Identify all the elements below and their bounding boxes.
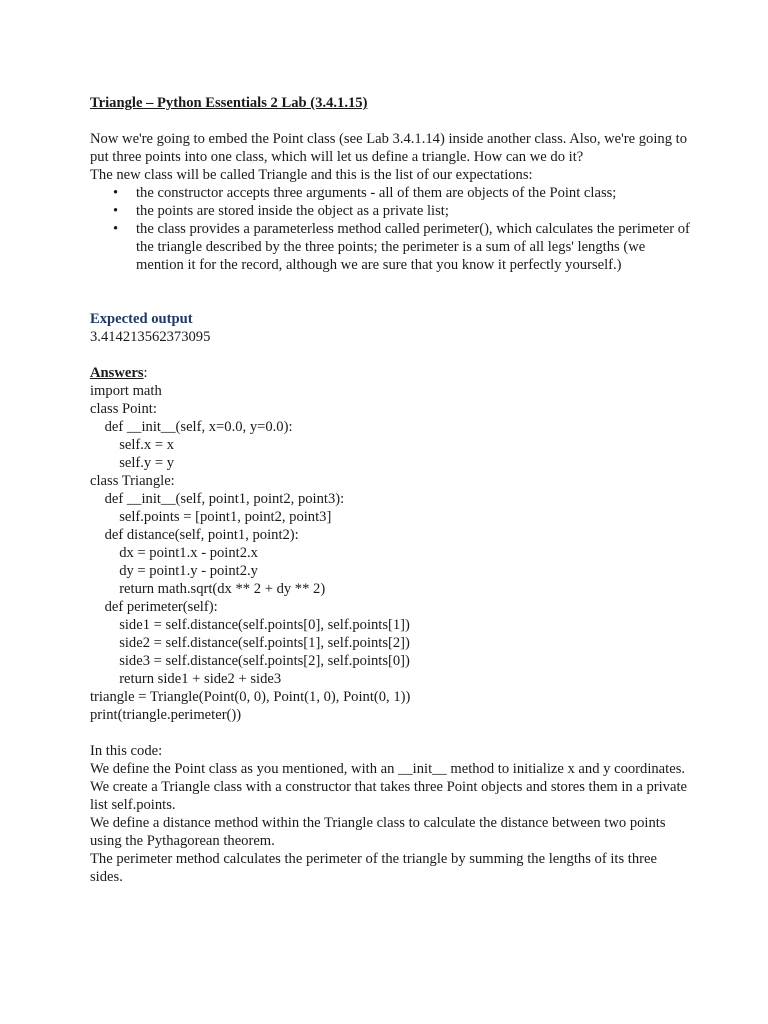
code-line: def distance(self, point1, point2): — [90, 527, 299, 543]
explanation-section — [90, 742, 690, 886]
code-line: dy = point1.y - point2.y — [90, 563, 258, 579]
expectation-item: • the constructor accepts three arguments - all of them are objects of the Point class; — [136, 184, 690, 202]
code-line: side2 = self.distance(self.points[1], self.points[2]) — [90, 635, 410, 651]
explanation-paragraph: In this code: — [90, 743, 163, 759]
document-page — [90, 94, 690, 886]
expectation-item: • the class provides a parameterless method called perimeter(), which calculates the perimeter of the triangle described by the three points; the perimeter is a sum of all legs' lengths (we mention it for the record, although we are sure that you know it perfectly yourself.) — [136, 220, 690, 274]
expectation-item: • the points are stored inside the object as a private list; — [136, 202, 690, 220]
code-line: def perimeter(self): — [90, 599, 218, 615]
code-line: def __init__(self, x=0.0, y=0.0): — [90, 419, 293, 435]
code-line: triangle = Triangle(Point(0, 0), Point(1, 0), Point(0, 1)) — [90, 689, 411, 705]
code-line: side3 = self.distance(self.points[2], self.points[0]) — [90, 653, 410, 669]
document-title: Triangle – Python Essentials 2 Lab (3.4.1.15) — [90, 95, 368, 111]
answers-heading — [90, 364, 690, 382]
code-line: self.points = [point1, point2, point3] — [90, 509, 332, 525]
code-line: return math.sqrt(dx ** 2 + dy ** 2) — [90, 581, 326, 597]
code-line: self.y = y — [90, 455, 175, 471]
expected-output-heading: Expected output — [90, 311, 193, 327]
intro-paragraph: The new class will be called Triangle and this is the list of our expectations: — [90, 167, 533, 183]
code-line: class Point: — [90, 401, 157, 417]
explanation-paragraph: The perimeter method calculates the perimeter of the triangle by summing the lengths of its three sides. — [90, 851, 657, 885]
answers-label: Answers — [90, 365, 144, 381]
intro-paragraph: Now we're going to embed the Point class (see Lab 3.4.1.14) inside another class. Also, we're going to put three points into one class, which will let us define a triangle. How can we do it? — [90, 131, 687, 165]
intro-section — [90, 130, 690, 274]
code-line: class Triangle: — [90, 473, 175, 489]
code-line: side1 = self.distance(self.points[0], self.points[1]) — [90, 617, 410, 633]
answers-colon: : — [143, 365, 148, 381]
explanation-paragraph: We create a Triangle class with a constructor that takes three Point objects and stores them in a private list self.points. — [90, 779, 687, 813]
expectations-list — [90, 184, 690, 274]
code-line: def __init__(self, point1, point2, point3): — [90, 491, 345, 507]
code-block — [90, 382, 690, 724]
explanation-paragraph: We define the Point class as you mentioned, with an __init__ method to initialize x and y coordinates. — [90, 761, 686, 777]
expected-output-value: 3.414213562373095 — [90, 329, 211, 345]
code-line: self.x = x — [90, 437, 175, 453]
code-line: dx = point1.x - point2.x — [90, 545, 258, 561]
code-line: return side1 + side2 + side3 — [90, 671, 282, 687]
code-line: print(triangle.perimeter()) — [90, 707, 242, 723]
code-line: import math — [90, 383, 162, 399]
explanation-paragraph: We define a distance method within the Triangle class to calculate the distance between two points using the Pythagorean theorem. — [90, 815, 666, 849]
